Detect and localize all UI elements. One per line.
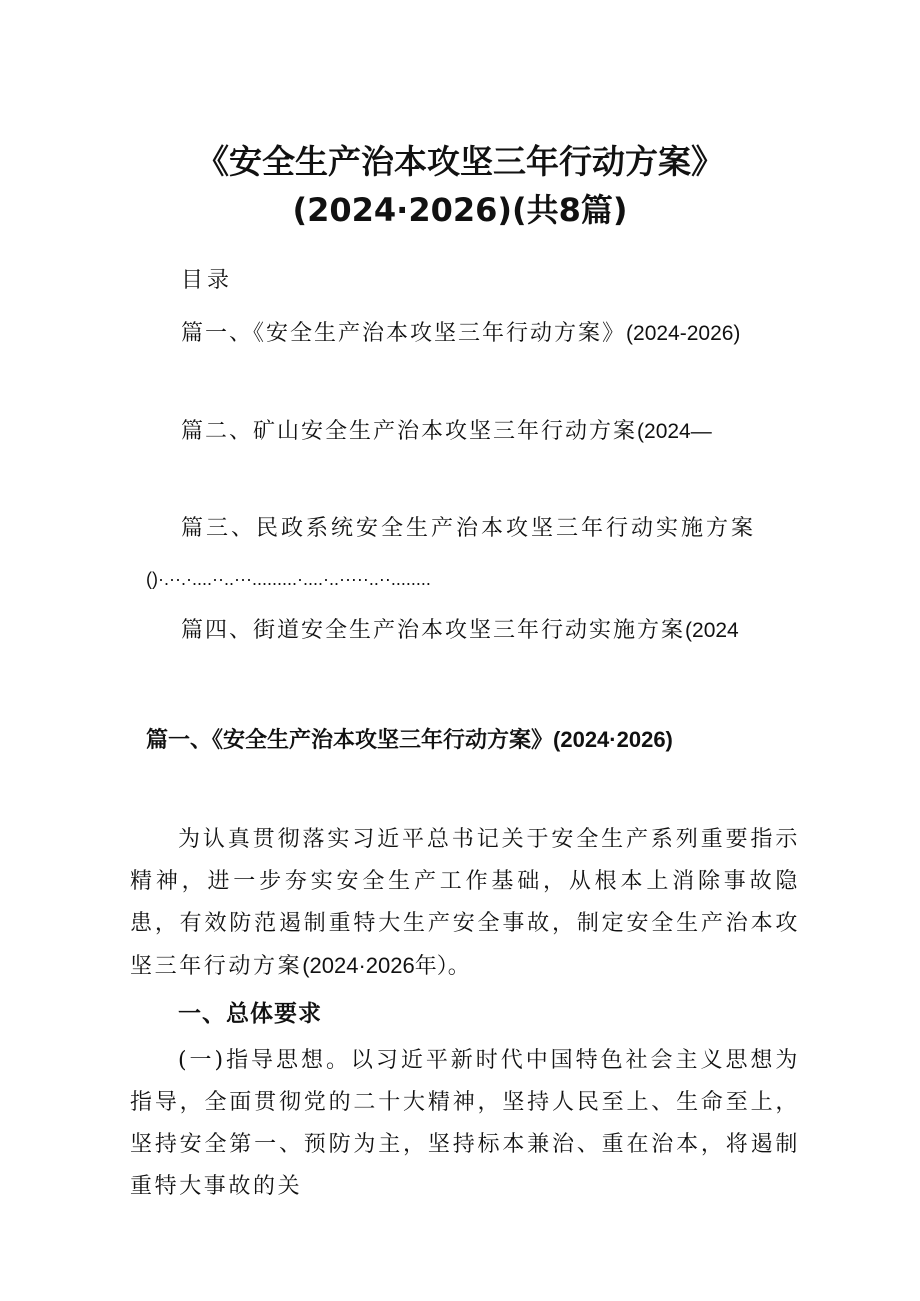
section-heading-title: 篇一、《安全生产治本攻坚三年行动方案》 (146, 728, 554, 753)
toc-item-4[interactable] (181, 616, 739, 646)
guiding-thought-paragraph (130, 1040, 800, 1208)
guiding-thought-text: (一)指导思想。以习近平新时代中国特色社会主义思想为指导，全面贯彻党的二十大精神，坚持人民至上、生命至上，坚持安全第一、预防为主，坚持标本兼治、重在治本，将遏制重特大事故的关 (130, 1048, 800, 1199)
toc-item-1-title: 篇一、《安全生产治本攻坚三年行动方案》 (181, 321, 627, 346)
intro-paragraph (130, 819, 800, 988)
toc-label: 目录 (181, 268, 234, 293)
toc-item-4-years: (2024 (685, 619, 739, 642)
toc-item-3[interactable] (181, 514, 756, 544)
toc-item-2-title: 篇二、矿山安全生产治本攻坚三年行动方案 (181, 419, 638, 444)
document-title-line-1: 《安全生产治本攻坚三年行动方案》 (196, 142, 724, 181)
toc-dot-leader: ()·.··.·....··..···.........·....·..·····..··........ (146, 569, 431, 589)
intro-paragraph-tail: (2024·2026年）。 (302, 953, 470, 978)
document-title-line-2: (2024·2026)(共8篇) (292, 191, 628, 229)
toc-item-3-title: 篇三、民政系统安全生产治本攻坚三年行动实施方案 (181, 516, 757, 541)
toc-item-1[interactable] (181, 319, 740, 349)
section-heading (146, 724, 673, 757)
sub-heading-general-requirements: 一、总体要求 (178, 1001, 322, 1027)
toc-item-2-years: (2024— (637, 420, 712, 443)
section-heading-years: (2024·2026) (553, 727, 673, 752)
toc-item-1-years: (2024-2026) (626, 322, 741, 345)
toc-item-2[interactable] (181, 417, 712, 447)
toc-item-4-title: 篇四、街道安全生产治本攻坚三年行动实施方案 (181, 618, 686, 643)
intro-paragraph-text: 为认真贯彻落实习近平总书记关于安全生产系列重要指示精神，进一步夯实安全生产工作基础，从根本上消除事故隐患，有效防范遏制重特大生产安全事故，制定安全生产治本攻坚三年行动方案 (130, 827, 800, 979)
